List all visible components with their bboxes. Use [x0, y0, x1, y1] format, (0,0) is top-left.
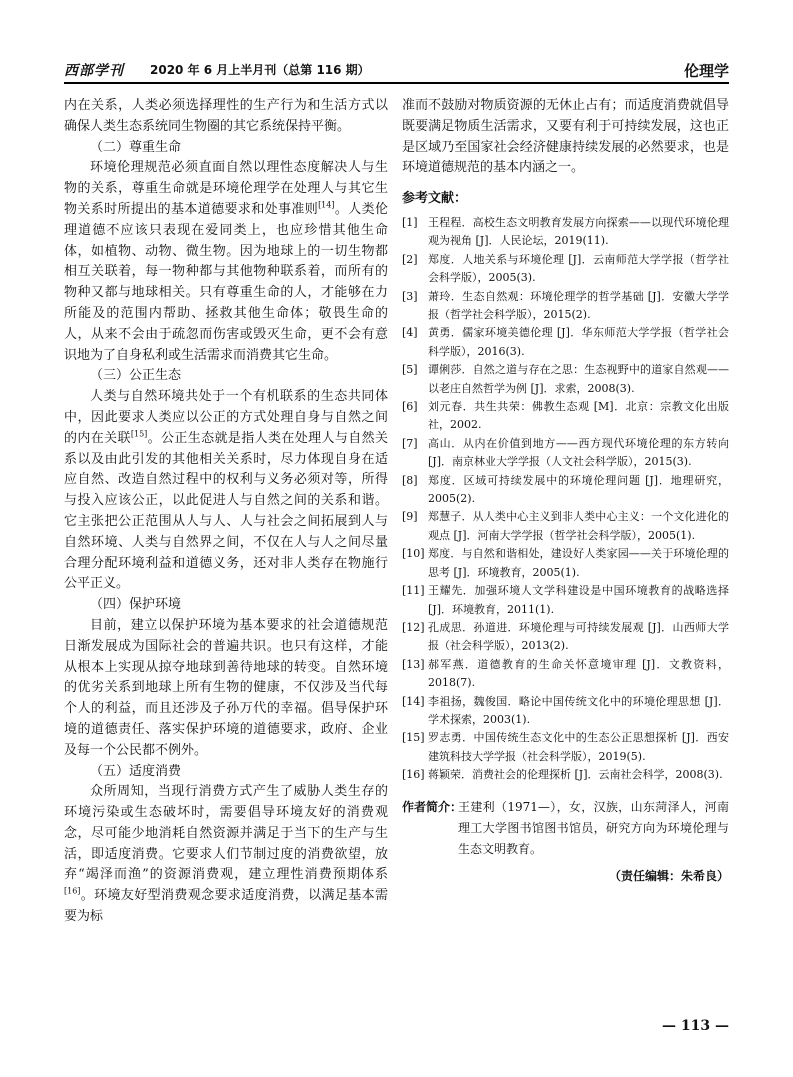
paragraph: 众所周知，当现行消费方式产生了威胁人类生存的环境污染或生态破坏时，需要倡导环境友好的消费观念，尽可能少地消耗自然资源并满足于当下的生产与生活，即适度消费。它要求人们节制过度的消费欲望，放弃“竭泽而渔”的资源消费观，建立理性消费预期体系[16]。环境友好型消费观念要求适度消费，以满足基本需要为标	[64, 784, 388, 925]
reference-item	[402, 324, 729, 361]
citation: [16]	[64, 886, 81, 896]
reference-item	[402, 619, 729, 656]
section-heading: （五）适度消费	[90, 763, 182, 779]
reference-text: 黄勇．儒家环境美德伦理 [J]．华东师范大学学报（哲学社会科学版），2016(3).	[428, 326, 729, 358]
reference-text: 罗志勇．中国传统生态文化中的生态公正思想探析 [J]．西安建筑科技大学学报（社会科学版），2019(5).	[428, 731, 729, 763]
author-bio	[402, 797, 729, 860]
reference-number: [11]	[402, 584, 425, 598]
section-title: 伦理学	[683, 62, 729, 80]
reference-text: 郑度．与自然和谐相处，建设好人类家园——关于环境伦理的思考 [J]．环境教育，2005(1).	[428, 547, 729, 579]
section-heading: （二）尊重生命	[90, 139, 182, 155]
reference-item	[402, 398, 729, 435]
reference-item	[402, 214, 729, 251]
reference-text: 孔成思．孙道进．环境伦理与可持续发展观 [J]．山西师大学报（社会科学版），2013(2).	[428, 620, 729, 653]
paragraph: 人类与自然环境共处于一个有机联系的生态共同体中，因此要求人类应以公正的方式处理自身与自然之间的内在关联[15]。公正生态就是指人类在处理人与自然关系以及由此引发的其他相关关系时，尽力体现自身在适应自然、改造自然过程中的权利与义务必须对等，所得与投入应该公正，以此促进人与自然之间的关系和谐。它主张把公正范围从人与人、人与社会之间拓展到人与自然环境、人类与自然界之间，不仅在人与人之间尽量合理分配环境利益和道德义务，还对非人类存在物施行公平正义。	[64, 389, 388, 592]
reference-item	[402, 288, 729, 325]
citation: [15]	[130, 429, 148, 439]
section-heading: （三）公正生态	[90, 368, 182, 384]
reference-text: 王耀先．加强环境人文学科建设是中国环境教育的战略选择 [J]．环境教育，2011(1).	[428, 584, 729, 616]
reference-item	[402, 361, 729, 398]
reference-item	[402, 766, 729, 784]
paragraph: 环境伦理规范必须直面自然以理性态度解决人与生物的关系，尊重生命就是环境伦理学在处理人与其它生物关系时所提出的基本道德要求和处事准则[14]。人类伦理道德不应该只表现在爱同类上，也应珍惜其他生命体，如植物、动物、微生物。因为地球上的一切生物都相互关联着，每一物种都与其他物种联系着，而所有的物种又都与地球相关。只有尊重生命的人，才能够在力所能及的范围内帮助、拯救其他生命体；敬畏生命的人，从来不会由于疏忽而伤害或毁灭生命，更不会有意识地为了自身私利或生活需求而消费其它生命。	[64, 160, 388, 363]
reference-text: 李祖扬，魏俊国．略论中国传统文化中的环境伦理思想 [J]．学术探索，2003(1).	[428, 694, 729, 726]
paragraph: 目前，建立以保护环境为基本要求的社会道德规范日渐发展成为国际社会的普遍共识。也只有这样，才能从根本上实现从掠夺地球到善待地球的转变。自然环境的优劣关系到地球上所有生物的健康，不仅涉及当代每个人的利益，而且还涉及子孙万代的幸福。倡导保护环境的道德责任、落实保护环境的道德要求，政府、企业及每一个公民都不例外。	[64, 617, 388, 758]
reference-text: 高山．从内在价值到地方——西方现代环境伦理的东方转向 [J]．南京林业大学学报（人文社会科学版），2015(3).	[428, 436, 729, 469]
reference-item	[402, 656, 729, 693]
reference-number: [12]	[402, 620, 425, 634]
page-number: — 113 —	[662, 1018, 729, 1034]
author-text: 王建利（1971—），女，汉族，山东菏泽人，河南理工大学图书馆图书馆员，研究方向为环境伦理与生态文明教育。	[458, 799, 729, 856]
reference-number: [7]	[402, 436, 418, 450]
reference-text: 郑度．区域可持续发展中的环境伦理问题 [J]．地理研究，2005(2).	[428, 473, 729, 506]
reference-number: [9]	[402, 510, 418, 524]
reference-text: 刘元春．共生共荣：佛教生态观 [M]．北京：宗教文化出版社，2002.	[428, 400, 729, 432]
reference-number: [5]	[402, 363, 418, 377]
reference-text: 郑慧子．从人类中心主义到非人类中心主义：一个文化进化的观点 [J]．河南大学学报（哲学社会科学版），2005(1).	[428, 510, 729, 542]
journal-brand: 西部学刊	[64, 63, 124, 79]
reference-number: [13]	[402, 657, 425, 671]
references-heading: 参考文献：	[402, 191, 468, 207]
responsible-editor: （责任编辑：朱希良）	[608, 868, 729, 883]
reference-number: [8]	[402, 473, 418, 487]
left-column	[64, 96, 388, 928]
reference-item	[402, 508, 729, 545]
reference-item	[402, 729, 729, 766]
reference-text: 谭俐莎．自然之道与存在之思：生态视野中的道家自然观——以老庄自然哲学为例 [J]．求索，2008(3).	[428, 363, 729, 395]
running-header	[64, 58, 729, 84]
reference-text: 郝军燕．道德教育的生命关怀意境审理 [J]．文教资料，2018(7).	[428, 657, 729, 690]
reference-text: 萧玲．生态自然观：环境伦理学的哲学基础 [J]．安徽大学学报（哲学社会科学版），2015(2).	[428, 289, 729, 322]
right-column	[402, 96, 729, 886]
reference-number: [2]	[402, 252, 418, 266]
reference-item	[402, 545, 729, 582]
reference-item	[402, 435, 729, 472]
citation: [14]	[318, 200, 335, 210]
reference-number: [14]	[402, 694, 425, 708]
reference-number: [16]	[402, 768, 425, 782]
reference-item	[402, 582, 729, 619]
section-heading: （四）保护环境	[90, 597, 182, 613]
reference-list	[402, 214, 729, 785]
reference-number: [3]	[402, 289, 418, 303]
reference-number: [15]	[402, 731, 425, 745]
reference-item	[402, 472, 729, 509]
reference-text: 郑度．人地关系与环境伦理 [J]．云南师范大学学报（哲学社会科学版），2005(3).	[428, 252, 729, 285]
paragraph: 准而不鼓励对物质资源的无休止占有；而适度消费就倡导既要满足物质生活需求，又要有利于可持续发展，这也正是区域乃至国家社会经济健康持续发展的必然要求，也是环境道德规范的基本内涵之一。	[402, 98, 729, 176]
issue-info: 2020 年 6 月上半月刊（总第 116 期）	[150, 63, 370, 77]
reference-number: [1]	[402, 215, 418, 229]
reference-item	[402, 251, 729, 288]
reference-number: [6]	[402, 400, 418, 414]
reference-text: 王程程．高校生态文明教育发展方向探索——以现代环境伦理观为视角 [J]．人民论坛，2019(11).	[428, 215, 729, 248]
reference-item	[402, 693, 729, 730]
paragraph: 内在关系，人类必须选择理性的生产行为和生活方式以确保人类生态系统同生物圈的其它系统保持平衡。	[64, 98, 388, 134]
author-label: 作者简介：	[402, 799, 463, 814]
reference-text: 蒋颖荣．消费社会的伦理探析 [J]．云南社会科学，2008(3).	[428, 768, 723, 782]
reference-number: [10]	[402, 547, 425, 561]
reference-number: [4]	[402, 326, 418, 340]
